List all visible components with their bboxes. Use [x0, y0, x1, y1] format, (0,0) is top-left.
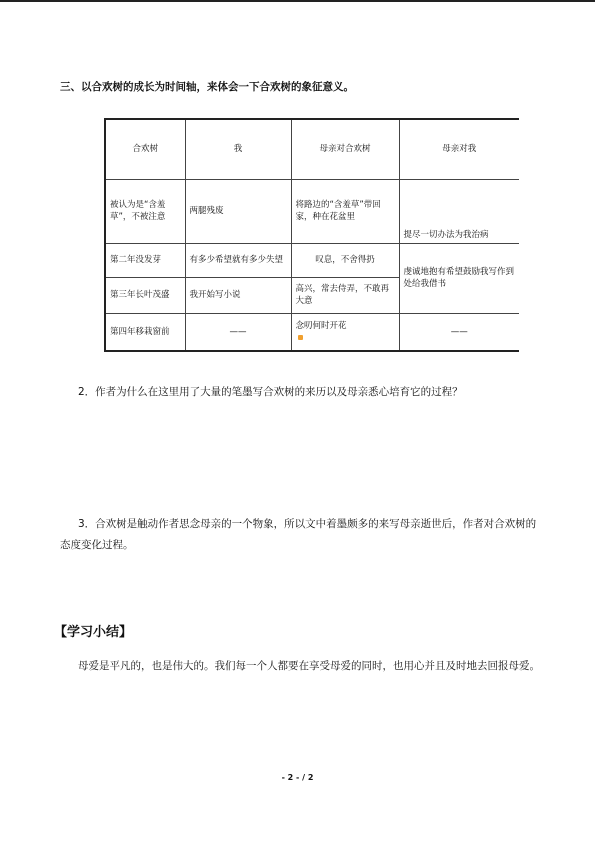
section-heading: 三、以合欢树的成长为时间轴，来体会一下合欢树的象征意义。: [60, 81, 354, 93]
top-rule: [0, 0, 595, 2]
mother-tree-cell: 叹息，不舍得扔: [291, 243, 399, 277]
table-header-row: [105, 119, 519, 179]
mother-me-merged-cell: 虔诚地抱有希望鼓励我写作到处给我借书: [399, 243, 519, 313]
question-3: 3．合欢树是触动作者思念母亲的一个物象，所以文中着墨颇多的来写母亲逝世后，作者对合欢树的态度变化过程。: [60, 518, 537, 551]
mother-tree-text: 念叨何时开花: [295, 320, 347, 331]
table-row: [105, 313, 519, 351]
mother-tree-cell: [291, 313, 399, 351]
me-cell: 有多少希望就有多少失望: [185, 243, 291, 277]
mother-tree-cell: 将路边的“含羞草”带回家，种在花盆里: [291, 179, 399, 243]
me-cell: 我开始写小说: [185, 277, 291, 313]
tree-cell: 第四年移栽窗前: [105, 313, 185, 351]
question-2: 2．作者为什么在这里用了大量的笔墨写合欢树的来历以及母亲悉心培育它的过程？: [78, 386, 463, 398]
header-cell: 母亲对合欢树: [291, 119, 399, 179]
summary-body: 母爱是平凡的，也是伟大的。我们每一个人都要在享受母爱的同时，也用心并且及时地去回报母爱。: [78, 660, 540, 672]
table-row: [105, 243, 519, 277]
timeline-table: [104, 118, 519, 352]
table-row: [105, 179, 519, 243]
header-cell: 合欢树: [105, 119, 185, 179]
me-cell: ——: [185, 313, 291, 351]
header-cell: 我: [185, 119, 291, 179]
header-cell: 母亲对我: [399, 119, 519, 179]
tree-cell: 第二年没发芽: [105, 243, 185, 277]
summary-title: 【学习小结】: [54, 625, 133, 640]
me-cell: 两腿残废: [185, 179, 291, 243]
tree-cell: 被认为是“含羞草”，不被注意: [105, 179, 185, 243]
mother-me-cell: ——: [399, 313, 519, 351]
mother-me-cell: 提尽一切办法为我治病: [399, 179, 519, 243]
mother-tree-cell: 高兴，常去侍弄，不敢再大意: [291, 277, 399, 313]
cursor-marker-icon: [298, 335, 303, 340]
page-number: - 2 - / 2: [281, 773, 314, 782]
tree-cell: 第三年长叶茂盛: [105, 277, 185, 313]
